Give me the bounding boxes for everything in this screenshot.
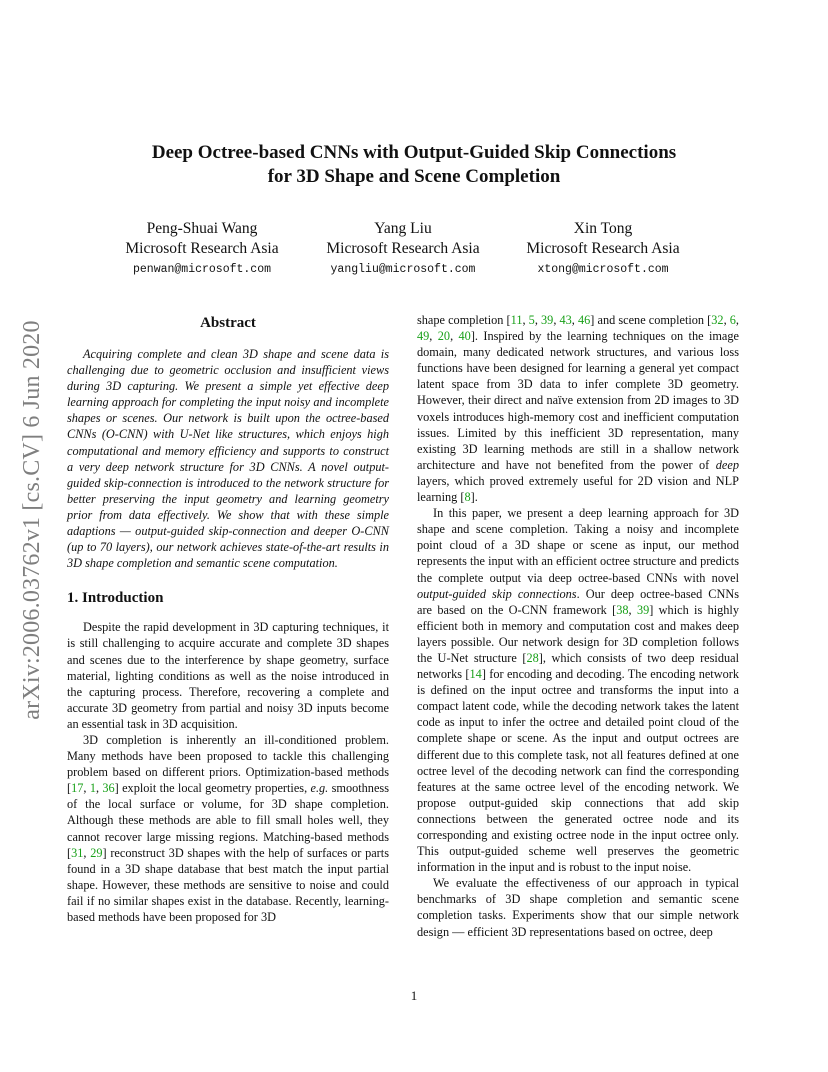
citation-link[interactable]: 39 [636, 602, 650, 617]
title-line-2: for 3D Shape and Scene Completion [267, 166, 561, 187]
text-run: layers, which proved extremely useful for 2D vision and NLP learning [ [417, 473, 739, 505]
author-block [293, 219, 513, 280]
author-block [493, 219, 713, 280]
author-name: Peng-Shuai Wang [146, 220, 258, 237]
emphasis: output-guided skip connections [417, 586, 577, 601]
citation-link[interactable]: 31 [71, 845, 84, 860]
citation-link[interactable]: 20 [437, 329, 451, 344]
citation-link[interactable]: 5 [528, 313, 535, 327]
text-run: . Our deep octree-based CNNs are based on the O-CNN framework [ [417, 586, 739, 617]
citation-link[interactable]: 32 [711, 313, 724, 327]
text-run: ] reconstruct 3D shapes with the help of surfaces or parts found in a 3D shape database that best match the input partial shape. However, these methods are sensitive to noise and could fail if no similar shapes exist in the database. Recently, learning-based methods have been proposed for 3D [67, 845, 389, 924]
page-number: 1 [410, 988, 418, 1003]
author-name: Xin Tong [573, 220, 633, 237]
emphasis: deep [715, 457, 739, 472]
citation-link[interactable]: 28 [526, 650, 539, 665]
intro-paragraph-2: 3D completion is inherently an ill-conditioned problem. Many methods have been proposed to tackle this challenging problem based on different priors. Optimization-based methods [17, 1, 36] exploit the local geometry properties, e.g. smoothness of the local surface or volume, for 3D shape completion. Although these methods are able to fill small holes well, they cannot recover large missing regions. Matching-based methods [31, 29] reconstruct 3D shapes with the help of surfaces or parts found in a 3D shape database that best match the input partial shape. However, these methods are sensitive to noise and could fail if no similar shapes exist in the database. Recently, learning-based methods have been proposed for 3D [67, 732, 389, 924]
text-run: ] for encoding and decoding. The encoding network is defined on the input octree and transforms the input into a compact latent code, while the decoding network takes the latent code as input to infer the octree and detailed point cloud of the complete shape or scene. As the input and output octrees are different due to this complete task, not all features defined at one octree level of the decoding network can find the corresponding features at the same octree level of the encoding network. We propose output-guided skip connections that add skip connections between the generated octree node and its corresponding and existing octree node in the input octree only. This output-guided scheme well preserves the geometric information in the input and is robust to the input noise. [417, 667, 739, 875]
author-email: xtong@microsoft.com [537, 263, 669, 276]
author-email: yangliu@microsoft.com [330, 263, 476, 276]
citation-link[interactable]: 40 [458, 329, 471, 344]
abstract-text: Acquiring complete and clean 3D shape and scene data is challenging due to geometric occlusion and insufficient views during 3D capturing. We present a simple yet effective deep learning approach for completing the input noisy and incomplete shapes or scenes. Our network is built upon the octree-based CNNs (O-CNN) with U-Net like structures, which enjoys high computational and memory efficiency and supports to construct a very deep network structure for 3D CNNs. A novel output-guided skip-connection is introduced to the network structure for better preserving the input geometry and learning geometry prior from data effectively. We show that with these simple adaptions — output-guided skip-connection and deeper O-CNN (up to 70 layers), our network achieves state-of-the-art results in 3D shape completion and semantic scene computation. [67, 347, 389, 571]
text-run: ] and scene completion [ [590, 313, 712, 327]
citation-link[interactable]: 6 [729, 313, 736, 327]
citation-link[interactable]: 11 [510, 313, 523, 327]
citation-link[interactable]: 49 [417, 329, 430, 344]
intro-paragraph-1: Despite the rapid development in 3D capturing techniques, it is still challenging to acquire accurate and complete 3D shapes and scenes due to the interference by shape geometry, surface material, lighting conditions as well as the noise introduced in the capturing process. Therefore, recovering a complete and accurate 3D geometry from partial and noisy 3D inputs become an essential task in 3D acquisition. [67, 620, 389, 731]
emphasis: e.g. [310, 781, 329, 796]
citation-link[interactable]: 1 [89, 781, 96, 796]
author-affiliation: Microsoft Research Asia [526, 240, 680, 257]
text-run: ]. [470, 490, 478, 505]
author-name: Yang Liu [374, 220, 432, 237]
text-run: ]. Inspired by the learning techniques on the image domain, many dedicated network structures, and various loss functions have been designed for learning a general yet compact latent space from 3D data to infer complete 3D geometry. However, their direct and naïve extension from 2D images to 3D voxels introduces high-memory cost and inefficient computation issues. Limited by this inefficient 3D representation, many existing 3D learning methods are still in a shallow network architecture and have not benefited from the power of [417, 329, 739, 472]
intro-paragraph-5: We evaluate the effectiveness of our approach in typical benchmarks of 3D shape completion and semantic scene completion tasks. Experiments show that our simple network design — efficient 3D representations based on octree, deep [417, 876, 739, 939]
citation-link[interactable]: 43 [559, 313, 572, 327]
citation-link[interactable]: 8 [464, 490, 471, 505]
left-column [67, 312, 389, 925]
text-run: In this paper, we present a deep learning approach for 3D shape and scene completion. Taking a noisy and incomplete point cloud of a 3D shape or scene as input, our method represents the input with an efficient octree structure and predicts the complete output via deep octree-based CNNs with novel [417, 506, 739, 585]
author-email: penwan@microsoft.com [132, 263, 272, 276]
author-affiliation: Microsoft Research Asia [125, 240, 279, 257]
text-run: shape completion [ [417, 313, 511, 327]
citation-link[interactable]: 46 [577, 313, 591, 327]
title-line-1: Deep Octree-based CNNs with Output-Guided Skip Connections [151, 142, 677, 163]
text-run: ], which consists of two deep residual networks [ [417, 650, 739, 682]
citation-link[interactable]: 39 [541, 313, 554, 327]
text-run: ] exploit the local geometry properties, [114, 781, 311, 796]
text-run: 3D completion is inherently an ill-conditioned problem. Many methods have been proposed to tackle this challenging problem based on different priors. Optimization-based methods [ [67, 732, 389, 796]
right-column [417, 312, 739, 940]
citation-link[interactable]: 29 [90, 845, 103, 860]
citation-link[interactable]: 14 [469, 667, 482, 682]
intro-paragraph-3: shape completion [11, 5, 39, 43, 46] and scene completion [32, 6, 49, 20, 40]. Inspired by the learning techniques on the image domain, many dedicated network structures, and various loss functions have been designed for learning a general yet compact latent space from 3D data to infer complete 3D geometry. However, their direct and naïve extension from 2D images to 3D voxels introduces high-memory cost and inefficient computation issues. Limited by this inefficient 3D representation, many existing 3D learning methods are still in a shallow network architecture and have not benefited from the power of deep layers, which proved extremely useful for 2D vision and NLP learning [8]. [417, 313, 739, 505]
introduction-heading: 1. Introduction [67, 590, 164, 607]
citation-link[interactable]: 38 [616, 602, 629, 617]
text-run: smoothness of the local surface or volume, for 3D shape completion. Although these methods are able to fill small holes well, they cannot recover large missing regions. Matching-based methods [ [67, 781, 389, 860]
intro-paragraph-4: In this paper, we present a deep learning approach for 3D shape and scene completion. Taking a noisy and incomplete point cloud of a 3D shape or scene as input, our method represents the input with an efficient octree structure and predicts the complete output via deep octree-based CNNs with novel output-guided skip connections. Our deep octree-based CNNs are based on the O-CNN framework [38, 39] which is highly efficient both in memory and computation cost and makes deep layers possible. Our network design for 3D completion follows the U-Net structure [28], which consists of two deep residual networks [14] for encoding and decoding. The encoding network is defined on the input octree and transforms the input into a compact latent code, while the decoding network takes the latent code as input to infer the octree and detailed point cloud of the complete shape or scene. As the input and output octrees are different due to this complete task, not all features defined at one octree level of the decoding network can find the corresponding features at the same octree level of the encoding network. We propose output-guided skip connections that add skip connections between the generated octree node and its corresponding and existing octree node in the input octree only. This output-guided scheme well preserves the geometric information in the input and is robust to the input noise. [417, 506, 739, 875]
author-block [92, 219, 312, 280]
citation-link[interactable]: 17 [71, 781, 84, 796]
arxiv-identifier: arXiv:2006.03762v1 [cs.CV] 6 Jun 2020 [19, 320, 45, 720]
abstract-heading: Abstract [200, 315, 256, 331]
paper-title [90, 141, 738, 189]
author-affiliation: Microsoft Research Asia [326, 240, 480, 257]
text-run: ] which is highly efficient both in memory and computation cost and makes deep layers possible. Our network design for 3D completion follows the U-Net structure [ [417, 602, 739, 665]
citation-link[interactable]: 36 [102, 781, 115, 796]
